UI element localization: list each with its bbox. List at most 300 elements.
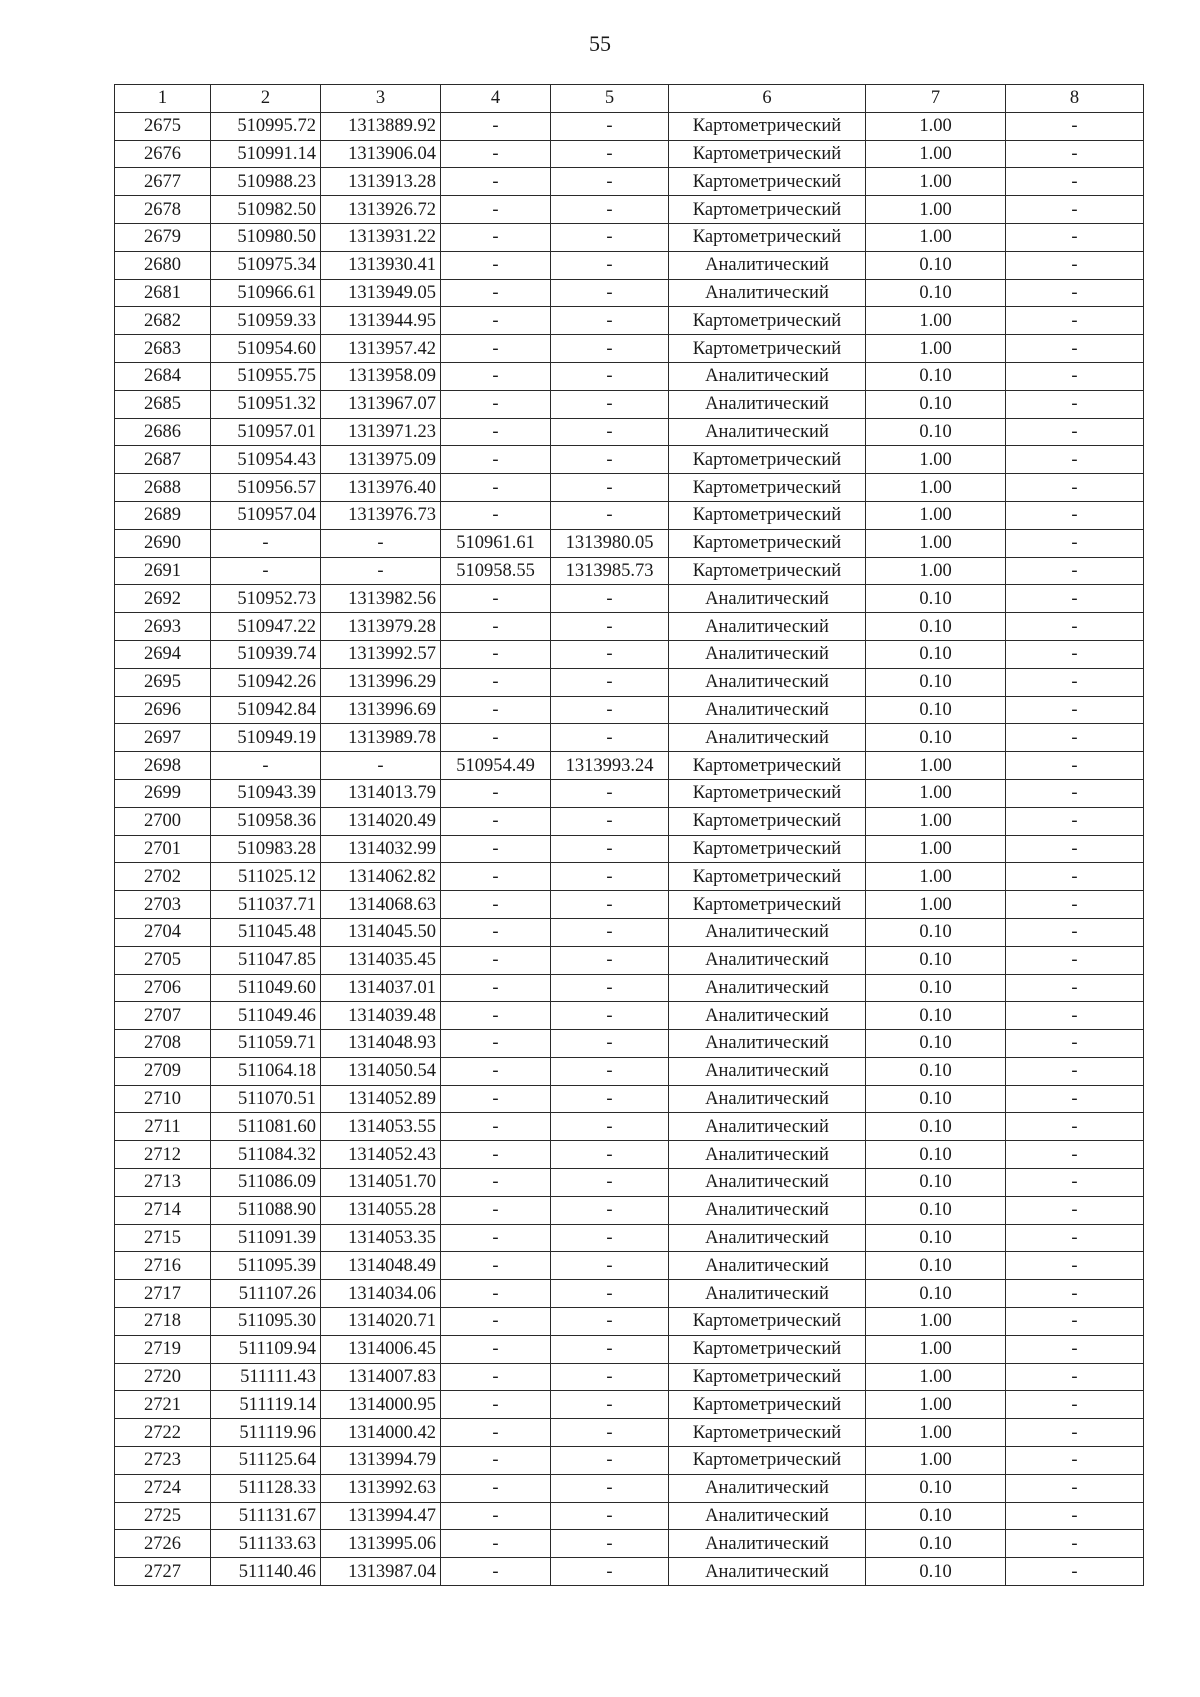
cell-coord-y-new: 1313993.24 — [551, 752, 669, 780]
cell-coord-y: 1314052.89 — [321, 1085, 441, 1113]
cell-coord-y: 1313958.09 — [321, 362, 441, 390]
cell-point-number: 2693 — [115, 613, 211, 641]
cell-accuracy: 0.10 — [866, 1530, 1006, 1558]
cell-method: Аналитический — [669, 668, 866, 696]
cell-note: - — [1006, 807, 1144, 835]
cell-point-number: 2706 — [115, 974, 211, 1002]
cell-coord-x-new: - — [441, 1252, 551, 1280]
table-row — [115, 1141, 1144, 1169]
cell-point-number: 2724 — [115, 1474, 211, 1502]
cell-coord-x: 511133.63 — [211, 1530, 321, 1558]
cell-coord-y: 1314048.49 — [321, 1252, 441, 1280]
cell-note: - — [1006, 1419, 1144, 1447]
column-header-2: 2 — [211, 85, 321, 113]
cell-note: - — [1006, 1002, 1144, 1030]
table-row — [115, 112, 1144, 140]
cell-note: - — [1006, 1474, 1144, 1502]
cell-method: Картометрический — [669, 835, 866, 863]
cell-method: Аналитический — [669, 1224, 866, 1252]
cell-coord-x: 511045.48 — [211, 918, 321, 946]
cell-coord-y-new: - — [551, 1196, 669, 1224]
cell-coord-y: 1314013.79 — [321, 779, 441, 807]
cell-note: - — [1006, 1447, 1144, 1475]
cell-accuracy: 0.10 — [866, 1252, 1006, 1280]
cell-point-number: 2714 — [115, 1196, 211, 1224]
table-row — [115, 1530, 1144, 1558]
table-row — [115, 863, 1144, 891]
cell-point-number: 2682 — [115, 307, 211, 335]
cell-coord-x: 511095.39 — [211, 1252, 321, 1280]
cell-method: Аналитический — [669, 974, 866, 1002]
cell-note: - — [1006, 1280, 1144, 1308]
table-row — [115, 1474, 1144, 1502]
cell-note: - — [1006, 223, 1144, 251]
table-row — [115, 1363, 1144, 1391]
cell-method: Картометрический — [669, 168, 866, 196]
table-row — [115, 974, 1144, 1002]
cell-note: - — [1006, 835, 1144, 863]
cell-note: - — [1006, 974, 1144, 1002]
page-number: 55 — [589, 31, 611, 56]
cell-note: - — [1006, 1057, 1144, 1085]
cell-coord-y: 1313994.47 — [321, 1502, 441, 1530]
cell-accuracy: 0.10 — [866, 251, 1006, 279]
cell-coord-x: 511140.46 — [211, 1558, 321, 1586]
cell-method: Картометрический — [669, 140, 866, 168]
cell-point-number: 2725 — [115, 1502, 211, 1530]
cell-point-number: 2692 — [115, 585, 211, 613]
table-row — [115, 168, 1144, 196]
column-header-6: 6 — [669, 85, 866, 113]
column-header-5: 5 — [551, 85, 669, 113]
cell-point-number: 2684 — [115, 362, 211, 390]
cell-coord-x: - — [211, 752, 321, 780]
cell-accuracy: 0.10 — [866, 1280, 1006, 1308]
cell-coord-x: 510942.84 — [211, 696, 321, 724]
cell-accuracy: 1.00 — [866, 168, 1006, 196]
cell-note: - — [1006, 140, 1144, 168]
cell-coord-y-new: - — [551, 1335, 669, 1363]
cell-note: - — [1006, 1030, 1144, 1058]
table-row — [115, 1335, 1144, 1363]
table-row — [115, 251, 1144, 279]
cell-coord-x: 511125.64 — [211, 1447, 321, 1475]
cell-coord-x-new: - — [441, 807, 551, 835]
cell-coord-x: 511119.14 — [211, 1391, 321, 1419]
cell-coord-y-new: - — [551, 1030, 669, 1058]
cell-accuracy: 1.00 — [866, 529, 1006, 557]
cell-coord-x: 511131.67 — [211, 1502, 321, 1530]
cell-coord-x: 511081.60 — [211, 1113, 321, 1141]
cell-coord-x: 510966.61 — [211, 279, 321, 307]
cell-method: Аналитический — [669, 1085, 866, 1113]
cell-coord-x-new: - — [441, 1085, 551, 1113]
table-row — [115, 529, 1144, 557]
cell-note: - — [1006, 640, 1144, 668]
column-header-1: 1 — [115, 85, 211, 113]
cell-method: Аналитический — [669, 1196, 866, 1224]
cell-note: - — [1006, 863, 1144, 891]
cell-coord-x-new: - — [441, 891, 551, 919]
cell-method: Картометрический — [669, 474, 866, 502]
cell-coord-y: 1313996.69 — [321, 696, 441, 724]
cell-accuracy: 1.00 — [866, 752, 1006, 780]
cell-point-number: 2699 — [115, 779, 211, 807]
cell-coord-y-new: - — [551, 1280, 669, 1308]
cell-coord-y: 1314000.95 — [321, 1391, 441, 1419]
cell-coord-y: 1314034.06 — [321, 1280, 441, 1308]
cell-accuracy: 0.10 — [866, 1196, 1006, 1224]
cell-point-number: 2679 — [115, 223, 211, 251]
cell-coord-x: 511095.30 — [211, 1308, 321, 1336]
cell-coord-x: 511059.71 — [211, 1030, 321, 1058]
cell-coord-x-new: - — [441, 501, 551, 529]
cell-note: - — [1006, 1085, 1144, 1113]
cell-coord-y-new: - — [551, 668, 669, 696]
cell-accuracy: 1.00 — [866, 307, 1006, 335]
cell-coord-x-new: - — [441, 168, 551, 196]
cell-accuracy: 1.00 — [866, 1335, 1006, 1363]
cell-coord-x-new: - — [441, 640, 551, 668]
cell-coord-y: 1313889.92 — [321, 112, 441, 140]
cell-point-number: 2723 — [115, 1447, 211, 1475]
cell-coord-y: 1313989.78 — [321, 724, 441, 752]
cell-coord-x-new: - — [441, 1057, 551, 1085]
cell-note: - — [1006, 307, 1144, 335]
cell-coord-y: 1314052.43 — [321, 1141, 441, 1169]
cell-coord-x-new: - — [441, 307, 551, 335]
cell-coord-x-new: - — [441, 362, 551, 390]
table-row — [115, 196, 1144, 224]
cell-accuracy: 1.00 — [866, 1391, 1006, 1419]
cell-coord-x-new: - — [441, 585, 551, 613]
cell-note: - — [1006, 168, 1144, 196]
cell-note: - — [1006, 529, 1144, 557]
cell-accuracy: 1.00 — [866, 112, 1006, 140]
cell-coord-y-new: - — [551, 168, 669, 196]
cell-method: Картометрический — [669, 557, 866, 585]
cell-coord-y-new: - — [551, 251, 669, 279]
cell-coord-x-new: - — [441, 1141, 551, 1169]
cell-coord-x-new: - — [441, 835, 551, 863]
cell-coord-y-new: - — [551, 696, 669, 724]
cell-note: - — [1006, 668, 1144, 696]
cell-coord-y: 1314068.63 — [321, 891, 441, 919]
cell-coord-x: 510988.23 — [211, 168, 321, 196]
cell-coord-x-new: 510961.61 — [441, 529, 551, 557]
cell-coord-x: 511047.85 — [211, 946, 321, 974]
cell-point-number: 2720 — [115, 1363, 211, 1391]
cell-note: - — [1006, 918, 1144, 946]
cell-note: - — [1006, 946, 1144, 974]
cell-point-number: 2721 — [115, 1391, 211, 1419]
cell-coord-x: 510975.34 — [211, 251, 321, 279]
cell-coord-y: 1313906.04 — [321, 140, 441, 168]
cell-point-number: 2690 — [115, 529, 211, 557]
cell-coord-y: 1313930.41 — [321, 251, 441, 279]
cell-coord-x: 510991.14 — [211, 140, 321, 168]
cell-coord-y: 1314020.71 — [321, 1308, 441, 1336]
cell-accuracy: 0.10 — [866, 418, 1006, 446]
cell-coord-y: 1314000.42 — [321, 1419, 441, 1447]
table-row — [115, 668, 1144, 696]
cell-accuracy: 0.10 — [866, 1085, 1006, 1113]
cell-coord-y-new: 1313980.05 — [551, 529, 669, 557]
cell-method: Картометрический — [669, 446, 866, 474]
table-row — [115, 1502, 1144, 1530]
cell-accuracy: 0.10 — [866, 1030, 1006, 1058]
column-header-7: 7 — [866, 85, 1006, 113]
cell-method: Аналитический — [669, 585, 866, 613]
cell-coord-y-new: - — [551, 863, 669, 891]
cell-coord-x-new: 510954.49 — [441, 752, 551, 780]
cell-point-number: 2685 — [115, 390, 211, 418]
cell-coord-x: 510947.22 — [211, 613, 321, 641]
cell-coord-x: 510957.01 — [211, 418, 321, 446]
table-row — [115, 1224, 1144, 1252]
cell-coord-y: 1313913.28 — [321, 168, 441, 196]
cell-accuracy: 1.00 — [866, 863, 1006, 891]
cell-coord-y: 1313931.22 — [321, 223, 441, 251]
cell-method: Аналитический — [669, 251, 866, 279]
cell-coord-x-new: - — [441, 779, 551, 807]
cell-coord-x-new: - — [441, 1530, 551, 1558]
cell-coord-y: 1314048.93 — [321, 1030, 441, 1058]
table-row — [115, 696, 1144, 724]
cell-coord-x: 510957.04 — [211, 501, 321, 529]
cell-point-number: 2716 — [115, 1252, 211, 1280]
cell-point-number: 2686 — [115, 418, 211, 446]
cell-coord-x: 510983.28 — [211, 835, 321, 863]
table-row — [115, 1085, 1144, 1113]
table-row — [115, 1002, 1144, 1030]
cell-point-number: 2704 — [115, 918, 211, 946]
cell-accuracy: 0.10 — [866, 696, 1006, 724]
cell-coord-x: 510939.74 — [211, 640, 321, 668]
cell-point-number: 2718 — [115, 1308, 211, 1336]
cell-accuracy: 0.10 — [866, 974, 1006, 1002]
cell-accuracy: 0.10 — [866, 668, 1006, 696]
cell-coord-x: 510943.39 — [211, 779, 321, 807]
table-row — [115, 557, 1144, 585]
cell-note: - — [1006, 279, 1144, 307]
cell-coord-y-new: - — [551, 1363, 669, 1391]
table-row — [115, 1419, 1144, 1447]
cell-coord-y-new: - — [551, 1224, 669, 1252]
table-row — [115, 640, 1144, 668]
cell-method: Аналитический — [669, 696, 866, 724]
cell-accuracy: 0.10 — [866, 1502, 1006, 1530]
cell-coord-x-new: 510958.55 — [441, 557, 551, 585]
cell-coord-x-new: - — [441, 1391, 551, 1419]
cell-coord-y-new: - — [551, 640, 669, 668]
cell-coord-y: - — [321, 557, 441, 585]
cell-coord-y-new: - — [551, 112, 669, 140]
cell-method: Картометрический — [669, 807, 866, 835]
cell-coord-x-new: - — [441, 446, 551, 474]
cell-point-number: 2680 — [115, 251, 211, 279]
cell-coord-x-new: - — [441, 724, 551, 752]
cell-accuracy: 0.10 — [866, 390, 1006, 418]
cell-note: - — [1006, 418, 1144, 446]
cell-coord-x: 511084.32 — [211, 1141, 321, 1169]
cell-coord-y: 1314032.99 — [321, 835, 441, 863]
table-row — [115, 474, 1144, 502]
cell-coord-x: 511049.46 — [211, 1002, 321, 1030]
cell-coord-x: 511049.60 — [211, 974, 321, 1002]
cell-coord-y-new: - — [551, 613, 669, 641]
table-row — [115, 1030, 1144, 1058]
table-row — [115, 1280, 1144, 1308]
cell-coord-x: 511128.33 — [211, 1474, 321, 1502]
cell-coord-x: 510949.19 — [211, 724, 321, 752]
cell-coord-x: 510958.36 — [211, 807, 321, 835]
cell-coord-y-new: - — [551, 390, 669, 418]
cell-accuracy: 1.00 — [866, 835, 1006, 863]
cell-coord-x-new: - — [441, 1558, 551, 1586]
column-header-3: 3 — [321, 85, 441, 113]
cell-coord-x: 511091.39 — [211, 1224, 321, 1252]
cell-coord-y: 1313992.63 — [321, 1474, 441, 1502]
cell-coord-y: 1314037.01 — [321, 974, 441, 1002]
cell-coord-x: 511086.09 — [211, 1169, 321, 1197]
table-row — [115, 1391, 1144, 1419]
cell-note: - — [1006, 1530, 1144, 1558]
cell-accuracy: 0.10 — [866, 1224, 1006, 1252]
cell-accuracy: 0.10 — [866, 585, 1006, 613]
cell-coord-x: 510995.72 — [211, 112, 321, 140]
cell-coord-y: 1314045.50 — [321, 918, 441, 946]
cell-coord-x-new: - — [441, 1030, 551, 1058]
cell-coord-x: 511107.26 — [211, 1280, 321, 1308]
cell-method: Аналитический — [669, 418, 866, 446]
cell-note: - — [1006, 891, 1144, 919]
cell-note: - — [1006, 1169, 1144, 1197]
cell-coord-y-new: - — [551, 1474, 669, 1502]
cell-point-number: 2708 — [115, 1030, 211, 1058]
cell-coord-y-new: - — [551, 918, 669, 946]
cell-coord-x: 511037.71 — [211, 891, 321, 919]
cell-coord-y-new: - — [551, 835, 669, 863]
cell-note: - — [1006, 1113, 1144, 1141]
cell-note: - — [1006, 1224, 1144, 1252]
cell-note: - — [1006, 1558, 1144, 1586]
cell-coord-x: 510980.50 — [211, 223, 321, 251]
cell-accuracy: 1.00 — [866, 140, 1006, 168]
cell-method: Аналитический — [669, 1474, 866, 1502]
cell-method: Картометрический — [669, 779, 866, 807]
cell-coord-x-new: - — [441, 140, 551, 168]
cell-method: Аналитический — [669, 613, 866, 641]
cell-coord-y-new: - — [551, 196, 669, 224]
cell-coord-y-new: - — [551, 1419, 669, 1447]
cell-note: - — [1006, 696, 1144, 724]
cell-method: Картометрический — [669, 752, 866, 780]
cell-method: Аналитический — [669, 390, 866, 418]
table-row — [115, 418, 1144, 446]
cell-coord-y-new: - — [551, 779, 669, 807]
cell-method: Аналитический — [669, 724, 866, 752]
cell-coord-y-new: - — [551, 223, 669, 251]
cell-accuracy: 1.00 — [866, 335, 1006, 363]
cell-coord-y-new: - — [551, 335, 669, 363]
cell-point-number: 2727 — [115, 1558, 211, 1586]
cell-coord-x: - — [211, 529, 321, 557]
cell-method: Картометрический — [669, 1335, 866, 1363]
cell-accuracy: 0.10 — [866, 724, 1006, 752]
cell-point-number: 2707 — [115, 1002, 211, 1030]
cell-point-number: 2687 — [115, 446, 211, 474]
cell-point-number: 2711 — [115, 1113, 211, 1141]
cell-point-number: 2677 — [115, 168, 211, 196]
cell-coord-y-new: - — [551, 1141, 669, 1169]
cell-note: - — [1006, 112, 1144, 140]
table-row — [115, 140, 1144, 168]
cell-coord-x: - — [211, 557, 321, 585]
cell-note: - — [1006, 335, 1144, 363]
table-row — [115, 585, 1144, 613]
cell-accuracy: 1.00 — [866, 196, 1006, 224]
table-row — [115, 1447, 1144, 1475]
cell-point-number: 2719 — [115, 1335, 211, 1363]
cell-coord-y: - — [321, 529, 441, 557]
cell-coord-y-new: - — [551, 1308, 669, 1336]
cell-method: Аналитический — [669, 1141, 866, 1169]
cell-coord-x-new: - — [441, 1335, 551, 1363]
cell-coord-y-new: - — [551, 1391, 669, 1419]
cell-method: Аналитический — [669, 640, 866, 668]
cell-coord-x: 511109.94 — [211, 1335, 321, 1363]
cell-coord-y-new: - — [551, 1057, 669, 1085]
table-header-row — [115, 85, 1144, 113]
cell-point-number: 2709 — [115, 1057, 211, 1085]
cell-note: - — [1006, 1363, 1144, 1391]
cell-note: - — [1006, 1196, 1144, 1224]
cell-coord-y: 1314020.49 — [321, 807, 441, 835]
cell-coord-x-new: - — [441, 1224, 551, 1252]
cell-point-number: 2715 — [115, 1224, 211, 1252]
cell-point-number: 2695 — [115, 668, 211, 696]
cell-coord-x: 511064.18 — [211, 1057, 321, 1085]
table-row — [115, 613, 1144, 641]
cell-method: Аналитический — [669, 918, 866, 946]
cell-coord-y: 1313987.04 — [321, 1558, 441, 1586]
cell-coord-x: 510942.26 — [211, 668, 321, 696]
cell-coord-y: 1313996.29 — [321, 668, 441, 696]
cell-note: - — [1006, 474, 1144, 502]
cell-coord-x-new: - — [441, 1113, 551, 1141]
cell-method: Картометрический — [669, 891, 866, 919]
cell-note: - — [1006, 557, 1144, 585]
cell-accuracy: 0.10 — [866, 1113, 1006, 1141]
cell-coord-y: 1313975.09 — [321, 446, 441, 474]
cell-coord-y-new: - — [551, 140, 669, 168]
cell-accuracy: 1.00 — [866, 446, 1006, 474]
cell-coord-y-new: - — [551, 1252, 669, 1280]
cell-coord-x: 511025.12 — [211, 863, 321, 891]
cell-coord-y-new: - — [551, 946, 669, 974]
table-body — [115, 112, 1144, 1585]
cell-point-number: 2702 — [115, 863, 211, 891]
cell-coord-x-new: - — [441, 1002, 551, 1030]
cell-point-number: 2712 — [115, 1141, 211, 1169]
cell-coord-x-new: - — [441, 974, 551, 1002]
table-row — [115, 891, 1144, 919]
cell-coord-x-new: - — [441, 1474, 551, 1502]
cell-method: Аналитический — [669, 1502, 866, 1530]
cell-coord-y: 1313992.57 — [321, 640, 441, 668]
cell-accuracy: 0.10 — [866, 1474, 1006, 1502]
